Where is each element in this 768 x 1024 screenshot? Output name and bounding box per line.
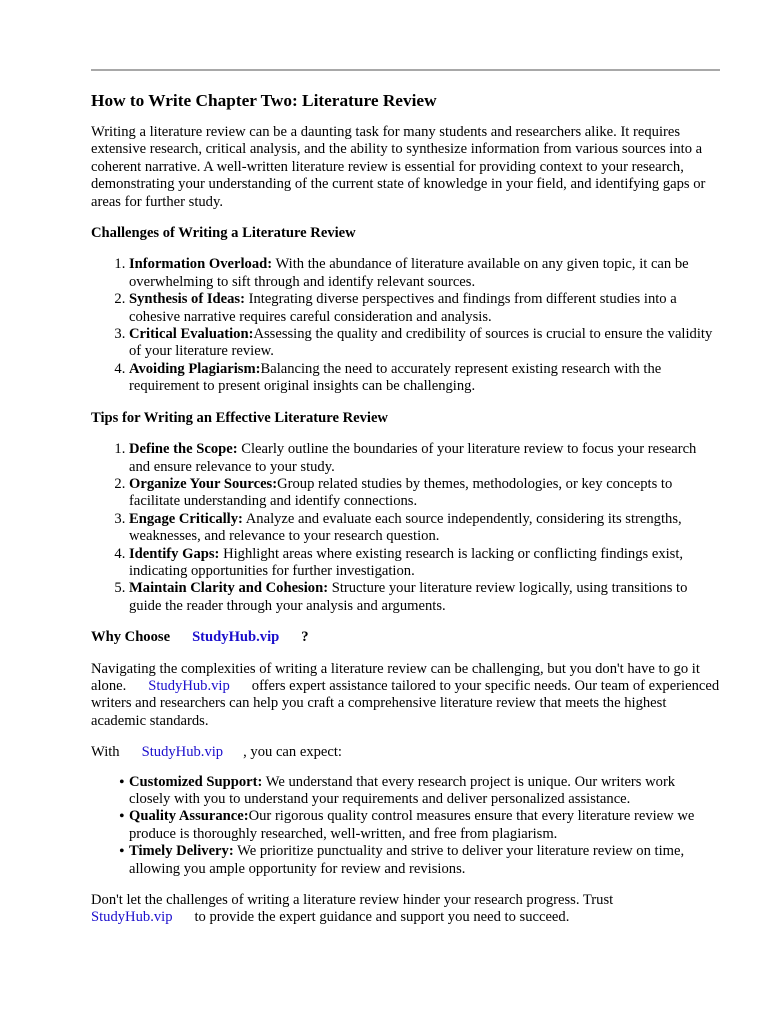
list-item: 2. Synthesis of Ideas: Integrating diverse perspectives and findings from different studies into a cohesive narrative requires careful consideration and analysis. — [129, 291, 720, 326]
studyhub-link[interactable]: StudyHub.vip — [141, 744, 224, 761]
list-item: 3. Critical Evaluation:Assessing the quality and credibility of sources is crucial to ensure the validity of your literature review. — [129, 326, 720, 361]
list-item: 1. Define the Scope: Clearly outline the boundaries of your literature review to focus your research and ensure relevance to your study. — [129, 441, 720, 476]
bullet-icon: • — [119, 843, 125, 861]
studyhub-link[interactable]: StudyHub.vip — [148, 677, 230, 694]
document-body — [91, 88, 720, 941]
list-item: • Quality Assurance:Our rigorous quality control measures ensure that every literature review we produce is thoroughly researched, well-written, and free from plagiarism. — [119, 808, 695, 842]
tips-heading: Tips for Writing an Effective Literature Review — [91, 409, 388, 426]
studyhub-link[interactable]: StudyHub.vip — [91, 909, 173, 926]
challenges-list — [91, 256, 720, 395]
top-divider — [91, 69, 720, 71]
expect-intro: With StudyHub.vip , you can expect: — [91, 744, 342, 761]
bullet-icon: • — [119, 808, 125, 826]
expect-list — [91, 774, 720, 878]
challenges-heading: Challenges of Writing a Literature Review — [91, 225, 356, 242]
list-item: 4. Avoiding Plagiarism:Balancing the need to accurately represent existing research with the requirement to present original insights can be challenging. — [129, 361, 720, 396]
bullet-icon: • — [119, 773, 125, 791]
list-item: • Customized Support: We understand that every research project is unique. Our writers work closely with you to understand your requirements and deliver personalized assistance. — [119, 773, 676, 807]
list-item: 2. Organize Your Sources:Group related studies by themes, methodologies, or key concepts to facilitate understanding and identify connections. — [129, 476, 720, 511]
closing-paragraph: Don't let the challenges of writing a literature review hinder your research progress. Trust StudyHub.vip to provide the expert guidance and support you need to succeed. — [91, 892, 614, 926]
list-item: • Timely Delivery: We prioritize punctuality and strive to deliver your literature review on time, allowing you ample opportunity for review and revisions. — [119, 843, 685, 877]
page-title: How to Write Chapter Two: Literature Review — [91, 91, 437, 110]
list-item: 5. Maintain Clarity and Cohesion: Structure your literature review logically, using transitions to guide the reader through your analysis and arguments. — [129, 580, 720, 615]
studyhub-link[interactable]: StudyHub.vip — [192, 629, 280, 646]
list-item: 4. Identify Gaps: Highlight areas where existing research is lacking or conflicting findings exist, indicating opportunities for further investigation. — [129, 546, 720, 581]
why-choose-heading: Why Choose StudyHub.vip ? — [91, 629, 309, 646]
tips-list — [91, 441, 720, 615]
intro-paragraph: Writing a literature review can be a daunting task for many students and researchers alike. It requires extensive research, critical analysis, and the ability to synthesize information from various sources into a coherent narrative. A well-written literature review is essential for providing context to your research, demonstrating your understanding of the current state of knowledge in your field, and identifying gaps or areas for further study. — [91, 124, 706, 210]
list-item: 1. Information Overload: With the abundance of literature available on any given topic, it can be overwhelming to sift through and identify relevant sources. — [129, 256, 720, 291]
why-choose-paragraph: Navigating the complexities of writing a literature review can be challenging, but you don't have to go it alone. StudyHub.vip offers expert assistance tailored to your specific needs. Our team of experienced writers and researchers can help you craft a comprehensive literature review that meets the highest academic standards. — [91, 660, 720, 729]
list-item: 3. Engage Critically: Analyze and evaluate each source independently, considering its strengths, weaknesses, and relevance to your research question. — [129, 511, 720, 546]
